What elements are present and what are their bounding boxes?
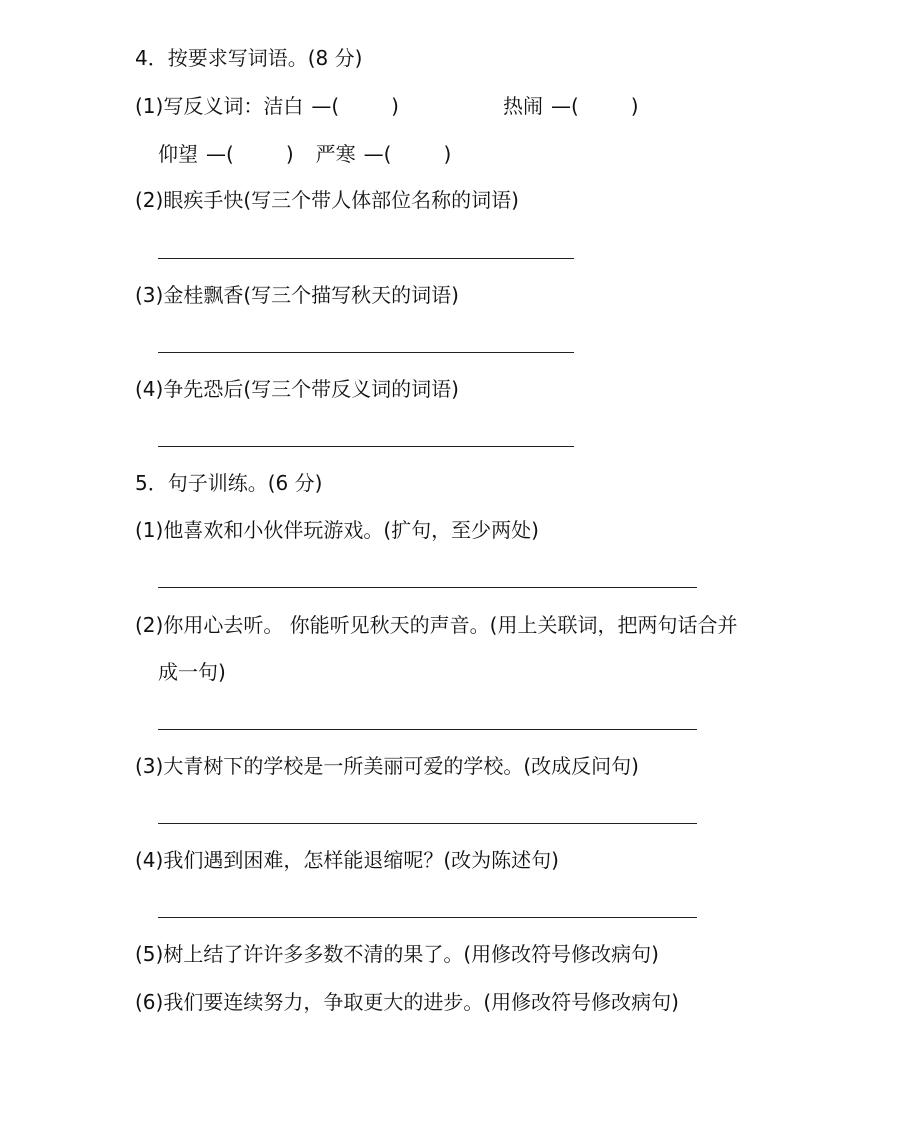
q4-p4: (4)争先恐后(写三个带反义词的词语) <box>135 377 459 401</box>
antonym-close: ) <box>630 94 639 118</box>
antonym-word: 严寒 <box>315 142 356 166</box>
q5-p3: (3)大青树下的学校是一所美丽可爱的学校。(改成反问句) <box>135 754 639 778</box>
q4-title: 4．按要求写词语。(8 分) <box>135 46 363 70</box>
antonym-item <box>503 92 639 120</box>
antonym-dash: —( <box>363 142 392 166</box>
q5-p2-line1: (2)你用心去听。 你能听见秋天的声音。(用上关联词，把两句话合并 <box>135 613 738 637</box>
answer-line[interactable] <box>158 729 697 730</box>
antonym-item <box>158 140 294 168</box>
q5-p4: (4)我们遇到困难，怎样能退缩呢？(改为陈述句) <box>135 848 559 872</box>
antonym-item <box>263 92 399 120</box>
q5-p6: (6)我们要连续努力，争取更大的进步。(用修改符号修改病句) <box>135 990 679 1014</box>
antonym-close: ) <box>391 94 399 118</box>
q4-p2: (2)眼疾手快(写三个带人体部位名称的词语) <box>135 188 519 212</box>
answer-line[interactable] <box>158 352 574 353</box>
antonym-word: 洁白 <box>263 94 304 118</box>
antonym-close: ) <box>285 142 294 166</box>
q5-p1: (1)他喜欢和小伙伴玩游戏。(扩句，至少两处) <box>135 518 539 542</box>
answer-line[interactable] <box>158 823 697 824</box>
q5-title: 5．句子训练。(6 分) <box>135 471 323 495</box>
answer-line[interactable] <box>158 446 574 447</box>
antonym-word: 热闹 <box>502 94 543 118</box>
antonym-word: 仰望 <box>158 142 198 166</box>
answer-line[interactable] <box>158 917 697 918</box>
q4-antonym-row-2 <box>158 140 451 168</box>
q4-p3: (3)金桂飘香(写三个描写秋天的词语) <box>135 283 459 307</box>
q4-p1-label: (1)写反义词： <box>135 94 264 118</box>
answer-line[interactable] <box>158 587 697 588</box>
antonym-close: ) <box>443 142 452 166</box>
antonym-dash: —( <box>206 142 234 166</box>
antonym-dash: —( <box>311 94 340 118</box>
q5-p2-line2: 成一句) <box>158 660 226 684</box>
q4-antonym-row-1 <box>135 92 639 120</box>
antonym-dash: —( <box>550 94 579 118</box>
q5-p5: (5)树上结了许许多多数不清的果了。(用修改符号修改病句) <box>135 942 659 966</box>
antonym-item <box>316 140 452 168</box>
answer-line[interactable] <box>158 258 574 259</box>
